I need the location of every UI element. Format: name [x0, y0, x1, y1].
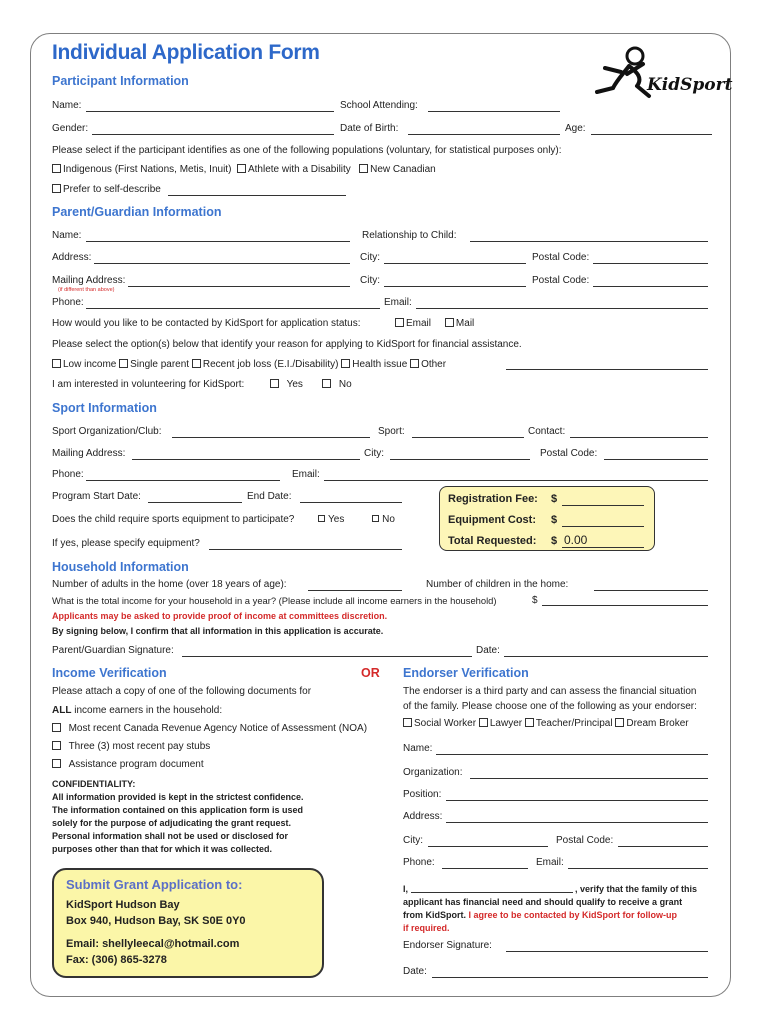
submit-heading: Submit Grant Application to: — [66, 877, 243, 892]
teacher-checkbox[interactable] — [525, 718, 534, 727]
guardian-date-field[interactable] — [504, 656, 708, 657]
reason-prompt: Please select the option(s) below that identify your reason for applying to KidSport for financial assistance. — [52, 339, 522, 350]
volunteer-no-checkbox[interactable] — [322, 379, 331, 388]
dream-broker-checkbox[interactable] — [615, 718, 624, 727]
adults-label: Number of adults in the home (over 18 years of age): — [52, 579, 287, 590]
submit-email: Email: shellyleecal@hotmail.com — [66, 938, 240, 950]
confirm-text: By signing below, I confirm that all information in this application is accurate. — [52, 626, 384, 636]
equip-cost-field[interactable] — [562, 526, 644, 527]
contact-email-label: Email — [406, 318, 432, 329]
household-income-field[interactable] — [542, 605, 708, 606]
guardian-email-field[interactable] — [416, 308, 708, 309]
job-loss-checkbox[interactable] — [192, 359, 201, 368]
relationship-field[interactable] — [470, 241, 708, 242]
participant-name-field[interactable] — [86, 111, 334, 112]
single-parent-checkbox[interactable] — [119, 359, 128, 368]
mailing-city-label: City: — [360, 275, 380, 286]
volunteer-no-label: No — [338, 379, 352, 390]
endorser-phone-field[interactable] — [442, 868, 528, 869]
volunteer-prompt: I am interested in volunteering for KidSport: — [52, 379, 245, 390]
household-heading: Household Information — [52, 560, 189, 574]
income-prompt: What is the total income for your household in a year? (Please include all income earners in the household) — [52, 595, 497, 606]
verify-name-field[interactable] — [411, 892, 573, 893]
school-field[interactable] — [428, 111, 560, 112]
end-date-field[interactable] — [300, 502, 402, 503]
endorser-email-field[interactable] — [568, 868, 708, 869]
endorser-org-label: Organization: — [403, 767, 463, 778]
submit-address: Box 940, Hudson Bay, SK S0E 0Y0 — [66, 915, 246, 927]
doc-assistance-label: Assistance program document — [68, 759, 204, 770]
reg-fee-label: Registration Fee: — [448, 493, 538, 505]
doc-stubs-checkbox[interactable] — [52, 741, 61, 750]
endorser-desc-1: The endorser is a third party and can assess the financial situation — [403, 686, 697, 697]
endorser-email-label: Email: — [536, 857, 564, 868]
guardian-date-label: Date: — [476, 645, 500, 656]
reg-fee-currency: $ — [551, 493, 558, 505]
guardian-signature-field[interactable] — [182, 656, 472, 657]
dob-field[interactable] — [408, 134, 560, 135]
doc-stubs-row — [52, 741, 210, 752]
children-field[interactable] — [594, 590, 708, 591]
self-describe-label: Prefer to self-describe — [63, 184, 161, 195]
equipment-no-label: No — [382, 514, 395, 525]
sport-field[interactable] — [412, 437, 524, 438]
self-describe-field[interactable] — [168, 195, 346, 196]
total-requested-value: 0.00 — [564, 533, 588, 547]
athlete-disability-checkbox[interactable] — [237, 164, 246, 173]
endorser-date-field[interactable] — [432, 977, 708, 978]
guardian-name-field[interactable] — [86, 241, 350, 242]
low-income-label: Low income — [63, 359, 117, 370]
confidentiality-line-4: Personal information shall not be used or disclosed for — [52, 831, 289, 841]
endorser-postal-field[interactable] — [618, 846, 708, 847]
endorser-name-field[interactable] — [436, 754, 708, 755]
indigenous-checkbox[interactable] — [52, 164, 61, 173]
school-label: School Attending: — [340, 100, 418, 111]
sport-postal-field[interactable] — [604, 459, 708, 460]
sport-phone-field[interactable] — [86, 480, 280, 481]
confidentiality-line-3: solely for the purpose of adjudicating the grant request. — [52, 818, 292, 828]
endorser-signature-field[interactable] — [506, 951, 708, 952]
sport-email-label: Email: — [292, 469, 320, 480]
sport-mailing-label: Mailing Address: — [52, 448, 126, 459]
guardian-city-label: City: — [360, 252, 380, 263]
confidentiality-heading: CONFIDENTIALITY: — [52, 779, 136, 789]
endorser-org-field[interactable] — [470, 778, 708, 779]
guardian-signature-label: Parent/Guardian Signature: — [52, 645, 174, 656]
sport-city-label: City: — [364, 448, 384, 459]
equipment-yes-checkbox[interactable] — [318, 515, 325, 522]
social-worker-label: Social Worker — [414, 718, 477, 729]
guardian-address-label: Address: — [52, 252, 92, 263]
verify-suffix: , verify that the family of this — [572, 884, 698, 894]
guardian-email-label: Email: — [384, 297, 412, 308]
verify-line-2: applicant has financial need and should qualify to receive a grant — [403, 897, 683, 907]
dream-broker-label: Dream Broker — [626, 718, 689, 729]
indigenous-label: Indigenous (First Nations, Metis, Inuit) — [63, 164, 232, 175]
income-instruction-all: ALL — [52, 705, 72, 716]
equipment-specify-field[interactable] — [209, 549, 402, 550]
relationship-label: Relationship to Child: — [362, 230, 457, 241]
guardian-address-field[interactable] — [94, 263, 350, 264]
social-worker-checkbox[interactable] — [403, 718, 412, 727]
mailing-postal-field[interactable] — [593, 286, 708, 287]
doc-noa-row — [52, 723, 367, 734]
contact-prompt: How would you like to be contacted by KidSport for application status: — [52, 318, 361, 329]
equipment-no-checkbox[interactable] — [372, 515, 379, 522]
contact-mail-label: Mail — [455, 318, 475, 329]
submit-fax: Fax: (306) 865-3278 — [66, 954, 167, 966]
volunteer-yes-label: Yes — [286, 379, 303, 390]
other-reason-field[interactable] — [506, 369, 708, 370]
endorser-heading: Endorser Verification — [403, 666, 529, 680]
job-loss-label: Recent job loss (E.I./Disability) — [202, 359, 339, 370]
verify-line-4: if required. — [403, 923, 450, 933]
participant-name-label: Name: — [52, 100, 82, 111]
proof-notice: Applicants may be asked to provide proof of income at committees discretion. — [52, 611, 388, 621]
new-canadian-checkbox[interactable] — [359, 164, 368, 173]
guardian-postal-label: Postal Code: — [532, 252, 590, 263]
adults-field[interactable] — [308, 590, 402, 591]
sport-email-field[interactable] — [324, 480, 708, 481]
sport-heading: Sport Information — [52, 401, 157, 415]
or-label: OR — [361, 666, 380, 680]
guardian-phone-label: Phone: — [52, 297, 84, 308]
doc-noa-label: Most recent Canada Revenue Agency Notice of Assessment (NOA) — [68, 723, 368, 734]
guardian-city-field[interactable] — [384, 263, 526, 264]
health-issue-checkbox[interactable] — [341, 359, 350, 368]
endorser-address-label: Address: — [403, 811, 443, 822]
sport-city-field[interactable] — [390, 459, 530, 460]
guardian-postal-field[interactable] — [593, 263, 708, 264]
lawyer-label: Lawyer — [489, 718, 523, 729]
equipment-prompt: Does the child require sports equipment to participate? — [52, 514, 295, 525]
endorser-position-field[interactable] — [446, 800, 708, 801]
guardian-name-label: Name: — [52, 230, 82, 241]
low-income-checkbox[interactable] — [52, 359, 61, 368]
gender-field[interactable] — [92, 134, 334, 135]
start-date-field[interactable] — [148, 502, 242, 503]
health-issue-label: Health issue — [352, 359, 408, 370]
kidsport-logo — [583, 44, 733, 104]
sport-contact-field[interactable] — [570, 437, 708, 438]
income-verification-heading: Income Verification — [52, 666, 167, 680]
mailing-note: (if different than above) — [58, 287, 115, 293]
endorser-signature-label: Endorser Signature: — [403, 940, 492, 951]
equip-cost-currency: $ — [551, 514, 558, 526]
confidentiality-line-1: All information provided is kept in the strictest confidence. — [52, 792, 304, 802]
total-requested-field[interactable] — [562, 547, 644, 548]
endorser-city-label: City: — [403, 835, 423, 846]
doc-assistance-row — [52, 759, 204, 770]
other-reason-label: Other — [421, 359, 447, 370]
equipment-specify-label: If yes, please specify equipment? — [52, 538, 200, 549]
contact-options — [395, 318, 474, 329]
mailing-city-field[interactable] — [384, 286, 526, 287]
equipment-options — [318, 514, 395, 525]
self-describe-checkbox[interactable] — [52, 184, 61, 193]
endorser-postal-label: Postal Code: — [556, 835, 614, 846]
form-title: Individual Application Form — [52, 41, 320, 64]
age-field[interactable] — [591, 134, 712, 135]
athlete-disability-label: Athlete with a Disability — [247, 164, 351, 175]
new-canadian-label: New Canadian — [370, 164, 436, 175]
logo-text: KidSport — [647, 75, 733, 95]
gender-label: Gender: — [52, 123, 89, 134]
self-describe-option — [52, 184, 161, 195]
sport-mailing-field[interactable] — [132, 459, 360, 460]
reason-options — [52, 359, 446, 370]
verify-line-3 — [403, 910, 677, 920]
mailing-field[interactable] — [128, 286, 350, 287]
volunteer-yes-checkbox[interactable] — [270, 379, 279, 388]
confidentiality-line-2: The information contained on this application form is used — [52, 805, 304, 815]
reg-fee-field[interactable] — [562, 505, 644, 506]
endorser-address-field[interactable] — [446, 822, 708, 823]
participant-heading: Participant Information — [52, 74, 189, 88]
sport-contact-label: Contact: — [528, 426, 566, 437]
contact-mail-checkbox[interactable] — [445, 318, 454, 327]
population-options — [52, 164, 436, 175]
sport-org-field[interactable] — [172, 437, 370, 438]
verify-line-3a: from KidSport. — [403, 910, 469, 920]
endorser-options — [403, 718, 689, 729]
income-currency: $ — [532, 595, 538, 606]
verify-line-3b: I agree to be contacted by KidSport for follow-up — [468, 910, 678, 920]
endorser-desc-2: of the family. Please choose one of the following as your endorser: — [403, 701, 697, 712]
verify-line-1 — [403, 884, 697, 894]
mailing-label: Mailing Address: — [52, 275, 126, 286]
teacher-label: Teacher/Principal — [535, 718, 613, 729]
end-date-label: End Date: — [247, 491, 292, 502]
doc-assistance-checkbox[interactable] — [52, 759, 61, 768]
guardian-heading: Parent/Guardian Information — [52, 205, 222, 219]
other-reason-checkbox[interactable] — [410, 359, 419, 368]
age-label: Age: — [565, 123, 586, 134]
doc-stubs-label: Three (3) most recent pay stubs — [68, 741, 211, 752]
endorser-position-label: Position: — [403, 789, 442, 800]
volunteer-options — [270, 379, 352, 390]
start-date-label: Program Start Date: — [52, 491, 141, 502]
sport-postal-label: Postal Code: — [540, 448, 598, 459]
total-currency: $ — [551, 535, 558, 547]
children-label: Number of children in the home: — [426, 579, 569, 590]
equipment-yes-label: Yes — [328, 514, 345, 525]
income-instruction-1: Please attach a copy of one of the following documents for — [52, 686, 312, 697]
single-parent-label: Single parent — [130, 359, 190, 370]
equip-cost-label: Equipment Cost: — [448, 514, 536, 526]
populations-prompt: Please select if the participant identifies as one of the following populations (voluntary, for statistical purposes only): — [52, 145, 562, 156]
contact-email-checkbox[interactable] — [395, 318, 404, 327]
mailing-postal-label: Postal Code: — [532, 275, 590, 286]
endorser-date-label: Date: — [403, 966, 427, 977]
guardian-phone-field[interactable] — [86, 308, 380, 309]
verify-prefix: I, — [403, 884, 411, 894]
income-instruction-2-row — [52, 705, 222, 716]
endorser-city-field[interactable] — [428, 846, 548, 847]
endorser-name-label: Name: — [403, 743, 433, 754]
sport-phone-label: Phone: — [52, 469, 84, 480]
endorser-phone-label: Phone: — [403, 857, 435, 868]
dob-label: Date of Birth: — [340, 123, 399, 134]
sport-label: Sport: — [378, 426, 405, 437]
sport-org-label: Sport Organization/Club: — [52, 426, 162, 437]
confidentiality-line-5: purposes other than that for which it was collected. — [52, 844, 273, 854]
income-instruction-2: income earners in the household: — [71, 705, 223, 716]
lawyer-checkbox[interactable] — [479, 718, 488, 727]
doc-noa-checkbox[interactable] — [52, 723, 61, 732]
submit-org: KidSport Hudson Bay — [66, 899, 180, 911]
total-requested-label: Total Requested: — [448, 535, 537, 547]
